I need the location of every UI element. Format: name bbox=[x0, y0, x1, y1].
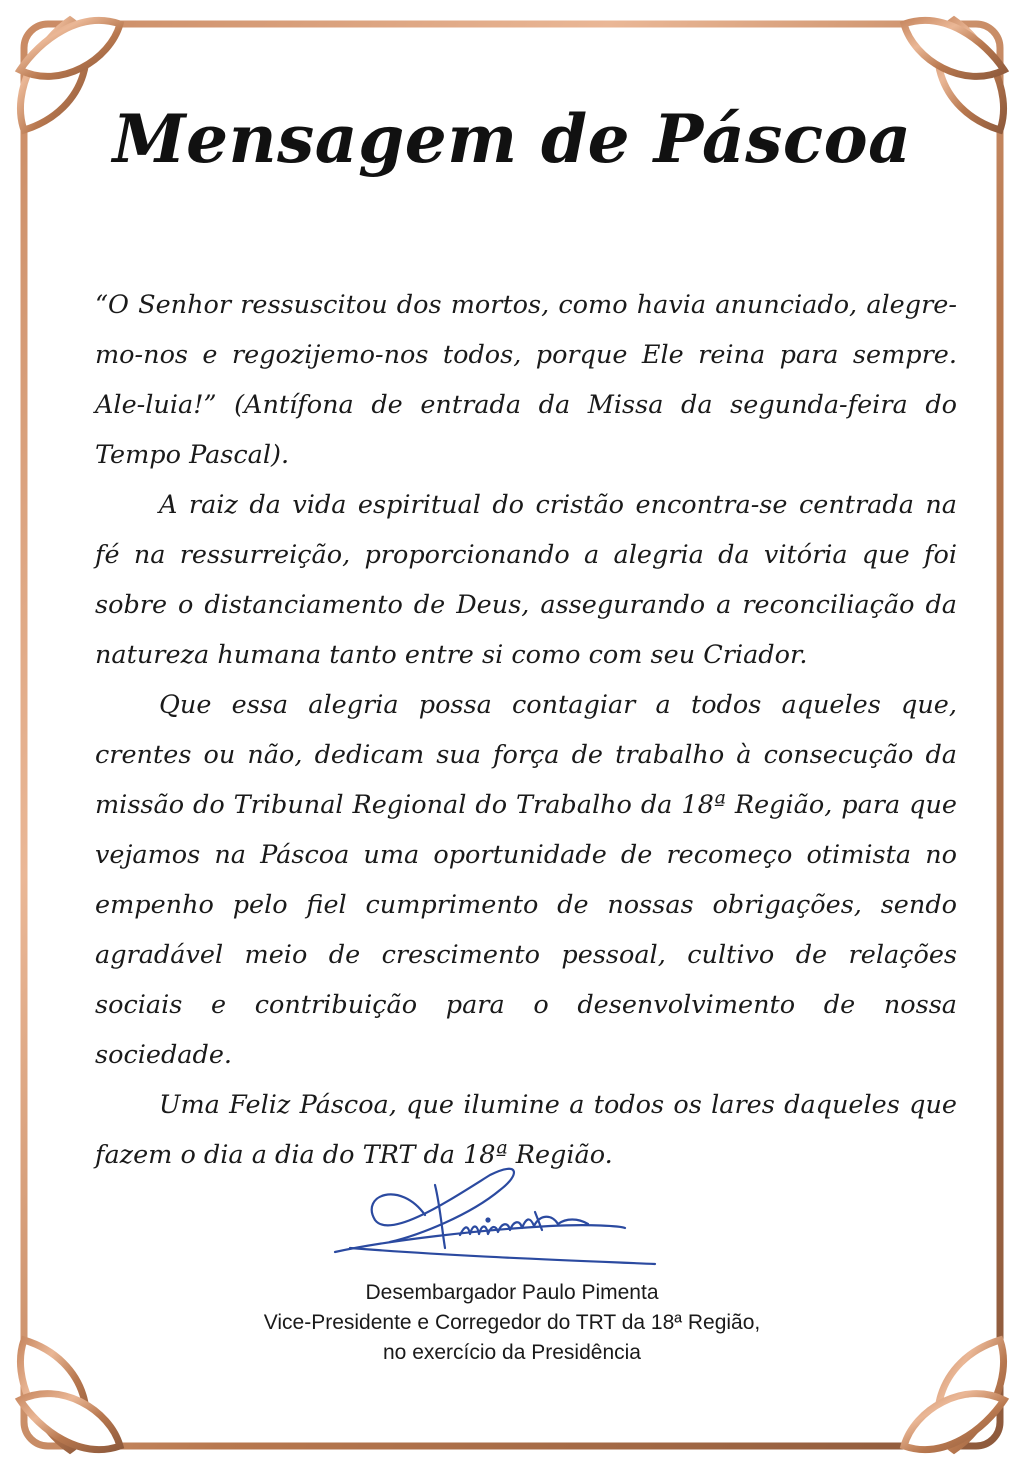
signer-block bbox=[0, 1278, 1024, 1368]
signer-name: Desembargador Paulo Pimenta bbox=[365, 1281, 659, 1304]
paragraph: A raiz da vida espiritual do cristão encontra-se centrada na fé na ressurreição, proporcionando a alegria da vitória que foi sobre o distanciamento de Deus, assegurando a reconciliação da natureza humana tanto entre si como com seu Criador. bbox=[95, 490, 957, 670]
paragraph: Uma Feliz Páscoa, que ilumine a todos os lares daqueles que fazem o dia a dia do TRT da 18ª Região. bbox=[95, 1090, 957, 1170]
paragraph: Que essa alegria possa contagiar a todos aqueles que, crentes ou não, dedicam sua força de trabalho à consecução da missão do Tribunal Regional do Trabalho da 18ª Região, para que vejamos na Páscoa uma oportunidade de recomeço otimista no empenho pelo fiel cumprimento de nossas obrigações, sendo agradável meio de crescimento pessoal, cultivo de relações sociais e contribuição para o desenvolvimento de nossa sociedade. bbox=[95, 690, 957, 1070]
signer-role: Vice-Presidente e Corregedor do TRT da 18ª Região, bbox=[263, 1311, 761, 1334]
page-title: Mensagem de Páscoa bbox=[112, 100, 912, 178]
signer-role-note: no exercício da Presidência bbox=[383, 1341, 641, 1364]
paragraph-quote: “O Senhor ressuscitou dos mortos, como havia anunciado, alegre-mo-nos e regozijemo-nos todos, porque Ele reina para sempre. Ale-luia!” (Antífona de entrada da Missa da segunda-feira do Tempo Pascal). bbox=[95, 290, 957, 470]
message-body bbox=[95, 280, 957, 1180]
handwritten-signature bbox=[330, 1160, 660, 1275]
